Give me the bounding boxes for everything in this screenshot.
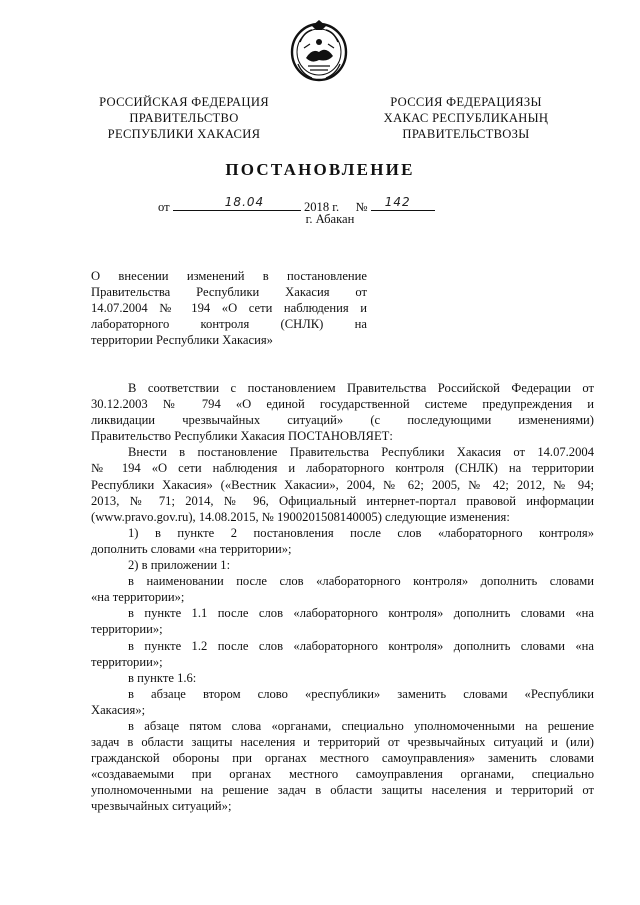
body-line: в пункте 1.2 после слов «лабораторного контроля» дополнить словами «на xyxy=(128,638,594,653)
body-line: (www.pravo.gov.ru), 14.08.2015, № 1900201508140005) следующие изменения: xyxy=(91,509,510,524)
subject-line: 14.07.2004 № 194 «О сети наблюдения и xyxy=(91,301,367,316)
header-right-line: ПРАВИТЕЛЬСТВОЗЫ xyxy=(402,127,530,141)
header-left-line: ПРАВИТЕЛЬСТВО xyxy=(129,111,239,125)
body-line: уполномоченными на решение задач в области защиты населения и территорий от xyxy=(91,783,594,798)
header-right-line: РОССИЯ ФЕДЕРАЦИЯЗЫ xyxy=(390,95,542,109)
number-field xyxy=(371,196,435,211)
header-left xyxy=(74,94,294,142)
body-line: гражданской обороны при органах местного самоуправления» заменить словами xyxy=(91,751,594,766)
document-title: ПОСТАНОВЛЕНИЕ xyxy=(225,160,415,179)
body-line: «на территории»; xyxy=(91,590,185,605)
coat-of-arms-icon xyxy=(288,18,350,82)
body-line: чрезвычайных ситуаций»; xyxy=(91,799,232,814)
header-right-line: ХАКАС РЕСПУБЛИКАНЫҢ xyxy=(383,111,549,125)
header-right xyxy=(354,94,578,142)
body-line: Правительство Республики Хакасия ПОСТАНОВЛЯЕТ: xyxy=(91,429,393,444)
body-line: 1) в пункте 2 постановления после слов «лабораторного контроля» xyxy=(128,525,594,540)
number-sign: № xyxy=(355,200,368,214)
body-line: в абзаце втором слово «республики» заменить словами «Республики xyxy=(128,686,594,701)
year-text: 2018 г. xyxy=(303,200,340,214)
body-line: территории»; xyxy=(91,622,163,637)
subject-line: территории Республики Хакасия» xyxy=(91,333,273,348)
body-line: задач в области защиты населения и территорий от чрезвычайных ситуаций и (или) xyxy=(91,735,594,750)
body-line: «создаваемыми при органах местного самоуправления органами, специально xyxy=(91,767,594,782)
subject-line: лабораторного контроля (СНЛК) на xyxy=(91,317,367,332)
document-body xyxy=(91,380,594,815)
body-line: Внести в постановление Правительства Республики Хакасия от 14.07.2004 xyxy=(128,445,594,460)
body-line: ликвидации чрезвычайных ситуаций» (с последующими изменениями) xyxy=(91,413,594,428)
body-line: Республики Хакасия» («Вестник Хакасии», 2004, № 62; 2005, № 42; 2012, № 94; xyxy=(91,477,594,492)
body-line: в пункте 1.6: xyxy=(128,670,197,685)
subject-line: О внесении изменений в постановление xyxy=(91,269,367,283)
subject-block xyxy=(91,268,367,348)
handwritten-date: 18.04 xyxy=(224,195,265,209)
body-line: в наименовании после слов «лабораторного контроля» дополнить словами xyxy=(128,574,594,589)
header-left-line: РЕСПУБЛИКИ ХАКАСИЯ xyxy=(107,127,261,141)
body-line: 30.12.2003 № 794 «О единой государственной системе предупреждения и xyxy=(91,397,594,412)
header-left-line: РОССИЙСКАЯ ФЕДЕРАЦИЯ xyxy=(99,95,269,109)
date-field xyxy=(173,196,301,211)
body-line: в абзаце пятом слова «органами, специально уполномоченными на решение xyxy=(128,718,594,733)
body-line: 2013, № 71; 2014, № 96, Официальный интернет-портал правовой информации xyxy=(91,493,594,508)
handwritten-number: 142 xyxy=(384,195,411,209)
body-line: № 194 «О сети наблюдения и лабораторного контроля (СНЛК) на территории xyxy=(91,461,594,476)
body-line: Хакасия»; xyxy=(91,702,146,717)
body-line: в пункте 1.1 после слов «лабораторного контроля» дополнить словами «на xyxy=(128,606,594,621)
body-line: территории»; xyxy=(91,654,163,669)
date-prefix: от xyxy=(158,200,170,214)
body-line: 2) в приложении 1: xyxy=(128,558,231,573)
body-line: В соответствии с постановлением Правительства Российской Федерации от xyxy=(128,381,594,395)
body-line: дополнить словами «на территории»; xyxy=(91,541,292,556)
city: г. Абакан xyxy=(305,212,355,226)
subject-line: Правительства Республики Хакасия от xyxy=(91,285,367,300)
